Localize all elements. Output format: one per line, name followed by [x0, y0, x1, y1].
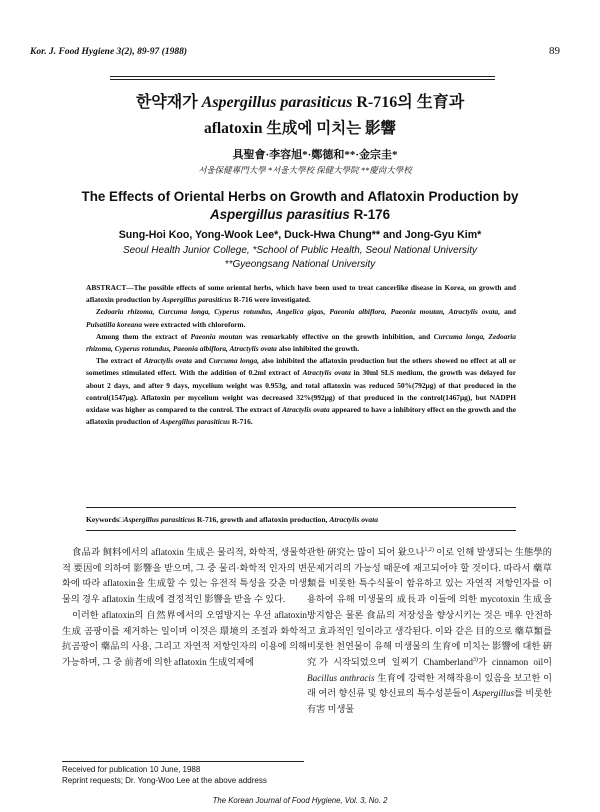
english-authors: Sung-Hoi Koo, Yong-Wook Lee*, Duck-Hwa Chung** and Jong-Gyu Kim* — [118, 229, 482, 241]
english-title-species: Aspergillus parasitius — [209, 207, 350, 222]
footnote-rule — [62, 761, 304, 762]
top-rule-double-2 — [110, 79, 495, 80]
body-paragraph: 食品과 飼料에서의 aflatoxin 生成은 물리적, 화학적, 생물학적 要因에 의하여 影響을 받으며, 그 중 물리·화학적 인자의 변화에 따라 aflatoxin을 生成할 수 있는 유전적 특성을 갖춘 미생물의 경우 aflatoxin 生成에 결정적인 影響을 받을 수 있다. — [62, 547, 307, 605]
page-number: 89 — [549, 45, 560, 57]
reference-mark: 3) — [472, 656, 478, 663]
keywords: Keywords□Aspergillus parasiticus R-716, growth and aflatoxin production, Atractylis ovata — [86, 515, 379, 524]
reprint-requests: Reprint requests; Dr. Yong-Woo Lee at the above address — [62, 776, 267, 785]
body-paragraph: 관한 硏究는 많이 되어 왔으나$^{1,2)}$ 이로 인해 발생되는 生態學的 문제거리의 가능성 때문에 재고되어야 할 것이다. 따라서 藥草類를 비롯한 특수식물이 함유하고 있는 자연적 저항인자를 이용하여 유해 미생물의 成長과 이들에 의한 mycotoxin 生成을 방지함은 물론 食品의 저장성을 향상시키는 것은 매우 안전하고 효과적인 일이라고 생각된다. 이와 같은 目的으로 藥草類를 비롯한 천연물이 유해 미생물의 生育에 미치는 影響에 대한 硏究가 시작되었으며 일찌기 Chamberland$^{3)}$가 cinnamon oil이 Bacillus anthracis 生育에 강력한 저해작용이 있음을 보고한 이래 여러 향신류 및 향신료의 특수성분들이 Aspergillus를 비롯한 有害 미생물 — [307, 546, 552, 715]
abstract-paragraph-4: The extract of Atractylis ovata and Curcuma longa, also inhibited the aflatoxin production but the others showed no effect at all or sometimes stimulated effect. With the addition of 0.2ml extract of Atractylis ovata in 30ml SLS medium, the growth was delayed for about 2 days, and after 9 days, mycelium weight was 0.953g, and total aflatoxin was reduced 50%(792μg) of that produced in the control(1547μg). Aflatoxin per mycelium weight was decreased 32%(992μg) of that produced in the control(1467μg), but NADPH oxidase was higher as compared to the control. The extract of Atractylis ovata appeared to have a inhibitory effect on the growth and the aflatoxin production of Aspergillus parasiticus R-716. — [86, 356, 517, 427]
abstract-paragraph-3: Among them the extract of Paeonia moutan was remarkably effective on the growth inhibition, and Curcuma longa, Zedoaria rhizoma, Cyperus rotundus, Paeonia albiflora, Atractylis ovata also inhibited the growth. — [86, 331, 516, 354]
received-date: Received for publication 10 June, 1988 — [62, 765, 201, 774]
english-affiliation-2: **Gyeongsang National University — [224, 259, 376, 270]
abstract — [86, 282, 516, 428]
footnote — [62, 764, 307, 786]
body-column-left — [62, 545, 307, 671]
korean-authors: 具聖會·李容旭*·鄭德和**·金宗圭* — [232, 149, 398, 161]
keywords-rule-top — [86, 507, 516, 508]
abstract-paragraph-1: ABSTRACT—The possible effects of some oriental herbs, which have been used to treat cancerlike disease in Korea, on growth and aflatoxin production by Aspergillus parasiticus R-716 were investigated. — [86, 283, 516, 305]
korean-title-line2: aflatoxin 生成에 미치는 影響 — [203, 120, 397, 137]
abstract-paragraph-2: Zedoaria rhizoma, Curcuma longa, Cyperus rotundus, Angelica gigas, Paeonia albiflora, Paeonia moutan, Atractylis ovata, and Pulsatilla koreana were extracted with chloroform. — [86, 307, 517, 329]
reference-mark: 1,2) — [424, 546, 434, 553]
korean-affiliations: 서울保健專門大學 *서울大學校 保健大學院 **慶尙大學校 — [198, 165, 412, 175]
top-rule-double-1 — [110, 76, 495, 77]
korean-title-line1: 한약재가 Aspergillus parasiticus R-716의 生育과 — [135, 94, 465, 111]
page-footer: The Korean Journal of Food Hygiene, Vol. 3, No. 2 — [212, 796, 388, 805]
body-column-right — [307, 545, 552, 718]
korean-title-species: Aspergillus parasiticus — [201, 94, 353, 111]
journal-citation: Kor. J. Food Hygiene 3(2), 89-97 (1988) — [30, 47, 188, 57]
english-affiliation-1: Seoul Health Junior College, *School of Public Health, Seoul National University — [122, 245, 478, 256]
body-paragraph: 이러한 aflatoxin의 自然界에서의 오염방지는 우선 aflatoxin 生成 곰팡이를 제거하는 일이며 이것은 環境의 조절과 화학적 抗곰팡이 藥品의 사용, 그리고 자연적 저항인자의 이용에 의해 가능하며, 그 중 前者에 의한 aflatoxin 生成억제에 — [62, 609, 307, 667]
english-title-line2: Aspergillus parasitius R-176 — [209, 207, 391, 222]
english-title-line1: The Effects of Oriental Herbs on Growth and Aflatoxin Production by — [81, 189, 519, 204]
keywords-rule-bottom — [86, 530, 516, 531]
